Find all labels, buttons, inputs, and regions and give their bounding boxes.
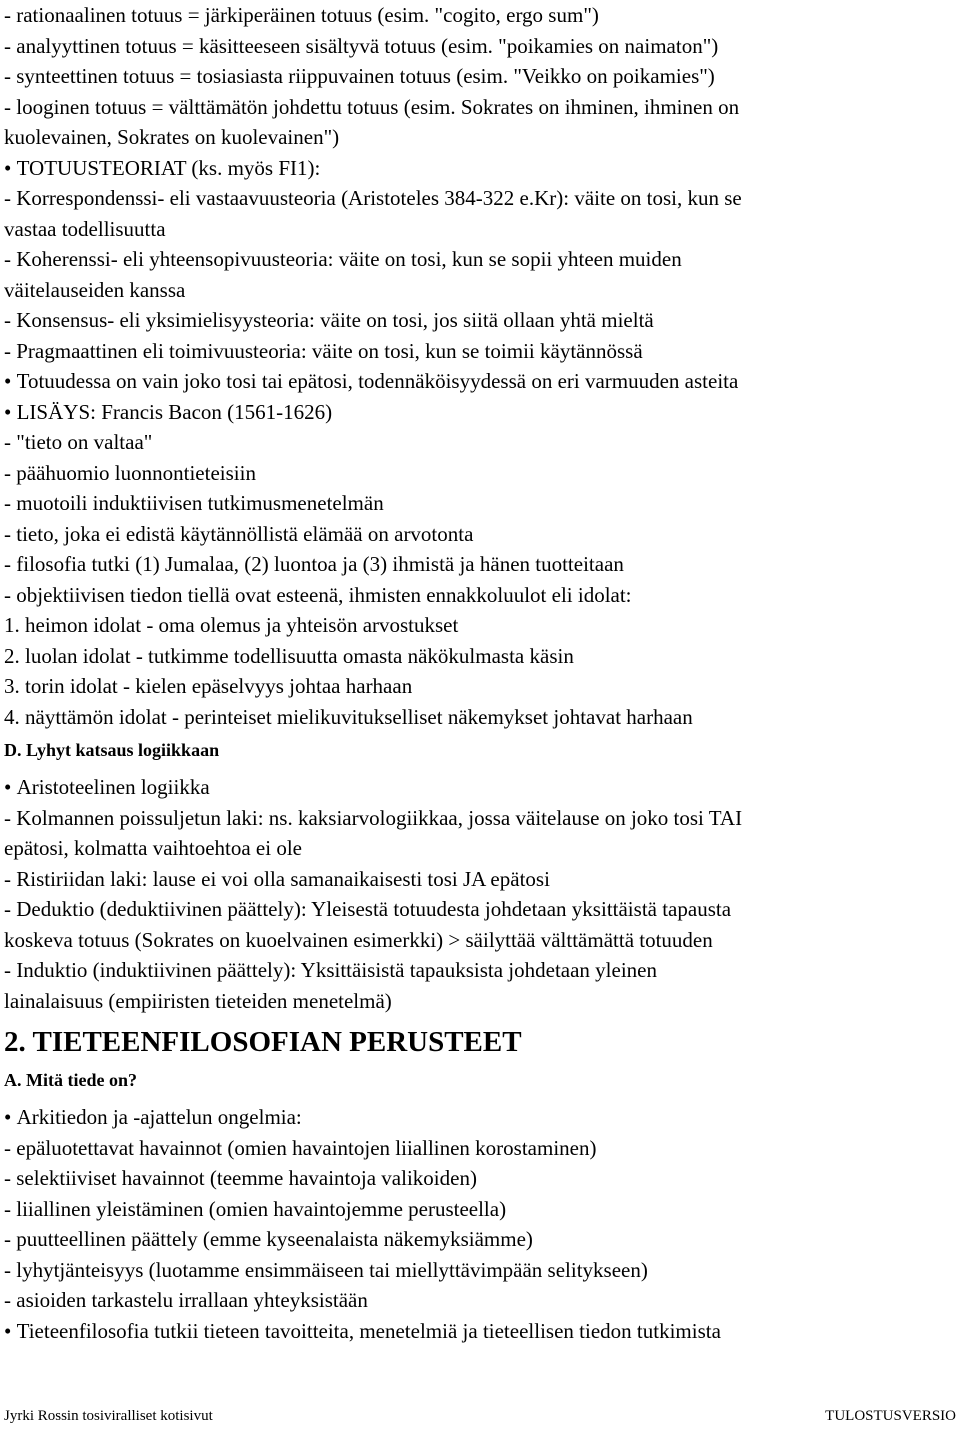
footer-site-name: Jyrki Rossin tosiviralliset kotisivut	[4, 1408, 213, 1424]
text-line: - analyyttinen totuus = käsitteeseen sisältyvä totuus (esim. "poikamies on naimaton")	[4, 33, 719, 58]
text-line: vastaa todellisuutta	[4, 216, 166, 241]
document-page	[4, 0, 956, 1346]
text-line: lainalaisuus (empiiristen tieteiden menetelmä)	[4, 988, 392, 1013]
text-line: - muotoili induktiivisen tutkimusmenetelmän	[4, 491, 384, 515]
text-line: - Induktio (induktiivinen päättely): Yksittäisistä tapauksista johdetaan yleinen	[4, 958, 657, 982]
bullet-item: • Arkitiedon ja -ajattelun ongelmia:	[4, 1102, 956, 1133]
text-line: - Kolmannen poissuljetun laki: ns. kaksiarvologiikkaa, jossa väitelause on joko tosi TAI	[4, 805, 743, 830]
bullet-item: • LISÄYS: Francis Bacon (1561-1626)	[4, 397, 956, 428]
text-line: - Ristiriidan laki: lause ei voi olla samanaikaisesti tosi JA epätosi	[4, 866, 550, 891]
text-line: epätosi, kolmatta vaihtoehtoa ei ole	[4, 836, 302, 860]
text-line: - tieto, joka ei edistä käytännöllistä elämää on arvotonta	[4, 521, 474, 546]
text-line: 3. torin idolat - kielen epäselvyys johtaa harhaan	[4, 674, 413, 698]
text-line: - objektiivisen tiedon tiellä ovat esteenä, ihmisten ennakkoluulot eli idolat:	[4, 582, 632, 607]
chapter-heading: 2. TIETEENFILOSOFIAN PERUSTEET	[4, 1026, 522, 1058]
bullet-item: • TOTUUSTEORIAT (ks. myös FI1):	[4, 153, 956, 184]
section-heading-d: D. Lyhyt katsaus logiikkaan	[4, 740, 220, 760]
text-line: - Korrespondenssi- eli vastaavuusteoria (Aristoteles 384-322 e.Kr): väite on tosi, kun se	[4, 186, 742, 210]
text-line: - rationaalinen totuus = järkiperäinen totuus (esim. "cogito, ergo sum")	[4, 3, 599, 27]
text-line: koskeva totuus (Sokrates on kuoelvainen esimerkki) > säilyttää välttämättä totuuden	[4, 927, 713, 952]
text-line: - Konsensus- eli yksimielisyysteoria: väite on tosi, jos siitä ollaan yhtä mieltä	[4, 308, 654, 332]
text-line: - asioiden tarkastelu irrallaan yhteyksistään	[4, 1288, 368, 1312]
text-line: - liiallinen yleistäminen (omien havaintojemme perusteella)	[4, 1196, 507, 1221]
text-line: - lyhytjänteisyys (luotamme ensimmäiseen tai miellyttävimpään selitykseen)	[4, 1257, 648, 1282]
text-line: 4. näyttämön idolat - perinteiset mielikuvitukselliset näkemykset johtavat harhaan	[4, 704, 693, 729]
bullet-item: • Aristoteelinen logiikka	[4, 772, 956, 803]
text-line: - synteettinen totuus = tosiasiasta riippuvainen totuus (esim. "Veikko on poikamies")	[4, 64, 715, 88]
text-line: väitelauseiden kanssa	[4, 277, 186, 302]
bullet-item: • Totuudessa on vain joko tosi tai epätosi, todennäköisyydessä on eri varmuuden asteita	[4, 366, 956, 397]
text-line: - Deduktio (deduktiivinen päättely): Yleisestä totuudesta johdetaan yksittäistä tapausta	[4, 897, 732, 921]
text-line: kuolevainen, Sokrates on kuolevainen")	[4, 125, 340, 149]
text-line: - selektiiviset havainnot (teemme havaintoja valikoiden)	[4, 1166, 477, 1190]
text-line: - Pragmaattinen eli toimivuusteoria: väite on tosi, kun se toimii käytännössä	[4, 338, 643, 363]
text-line: - Koherenssi- eli yhteensopivuusteoria: väite on tosi, kun se sopii yhteen muiden	[4, 247, 682, 271]
text-line: - päähuomio luonnontieteisiin	[4, 460, 256, 485]
text-line: 1. heimon idolat - oma olemus ja yhteisön arvostukset	[4, 613, 459, 637]
text-line: - puutteellinen päättely (emme kyseenalaista näkemyksiämme)	[4, 1227, 533, 1251]
footer-print-version: TULOSTUSVERSIO	[825, 1408, 956, 1424]
text-line: - filosofia tutki (1) Jumalaa, (2) luontoa ja (3) ihmistä ja hänen tuotteitaan	[4, 552, 624, 576]
text-line: - looginen totuus = välttämätön johdettu totuus (esim. Sokrates on ihminen, ihminen on	[4, 94, 740, 119]
section-heading-a: A. Mitä tiede on?	[4, 1070, 137, 1090]
bullet-item: • Tieteenfilosofia tutkii tieteen tavoitteita, menetelmiä ja tieteellisen tiedon tutkimista	[4, 1316, 956, 1347]
text-line: 2. luolan idolat - tutkimme todellisuutta omasta näkökulmasta käsin	[4, 643, 574, 668]
text-line: - epäluotettavat havainnot (omien havaintojen liiallinen korostaminen)	[4, 1135, 597, 1160]
text-line: - "tieto on valtaa"	[4, 430, 153, 454]
